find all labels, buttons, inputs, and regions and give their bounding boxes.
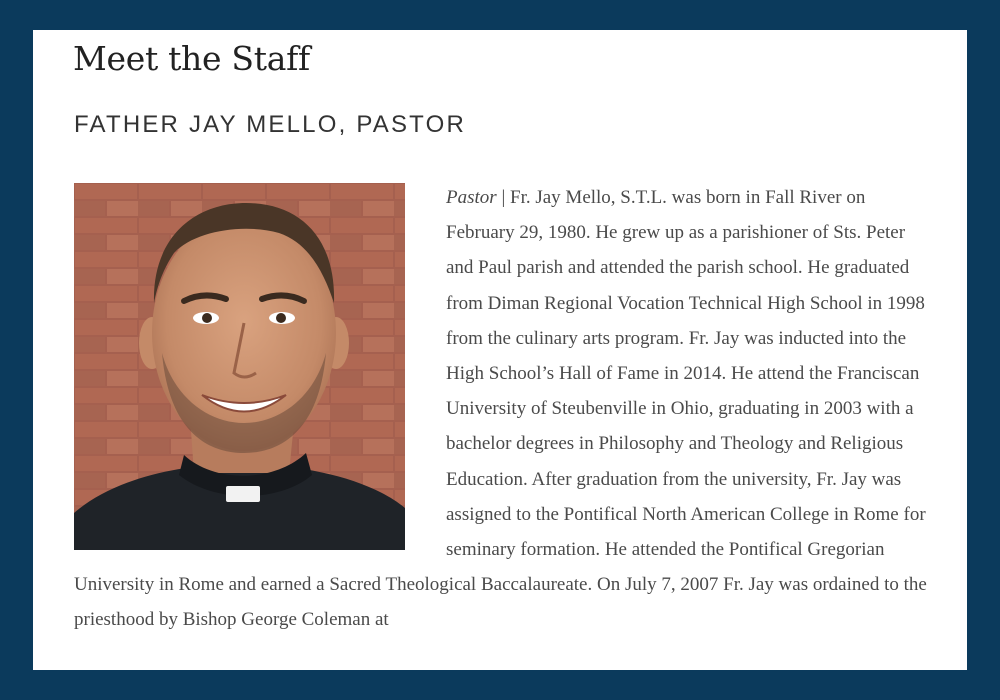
staff-photo <box>74 183 405 550</box>
content-panel <box>33 30 967 670</box>
staff-bio <box>74 180 927 638</box>
staff-bio-text: Fr. Jay Mello, S.T.L. was born in Fall River on February 29, 1980. He grew up as a parishioner of Sts. Peter and Paul parish and attended the parish school. He graduated from Diman Regional Vocation Technical High School in 1998 from the culinary arts program. Fr. Jay was inducted into the High School’s Hall of Fame in 2014. He attend the Franciscan University of Steubenville in Ohio, graduating in 2003 with a bachelor degrees in Philosophy and Theology and Religious Education. After graduation from the university, Fr. Jay was assigned to the Pontifical North American College in Rome for seminary formation. He attended the Pontifical Gregorian University in Rome and earned a Sacred Theological Baccalaureate. On July 7, 2007 Fr. Jay was ordained to the priesthood by Bishop George Coleman at <box>74 187 927 631</box>
staff-role: Pastor <box>446 187 497 208</box>
role-separator: | <box>496 187 510 208</box>
page-title: Meet the Staff <box>73 39 310 78</box>
staff-name-heading: FATHER JAY MELLO, PASTOR <box>74 111 466 138</box>
